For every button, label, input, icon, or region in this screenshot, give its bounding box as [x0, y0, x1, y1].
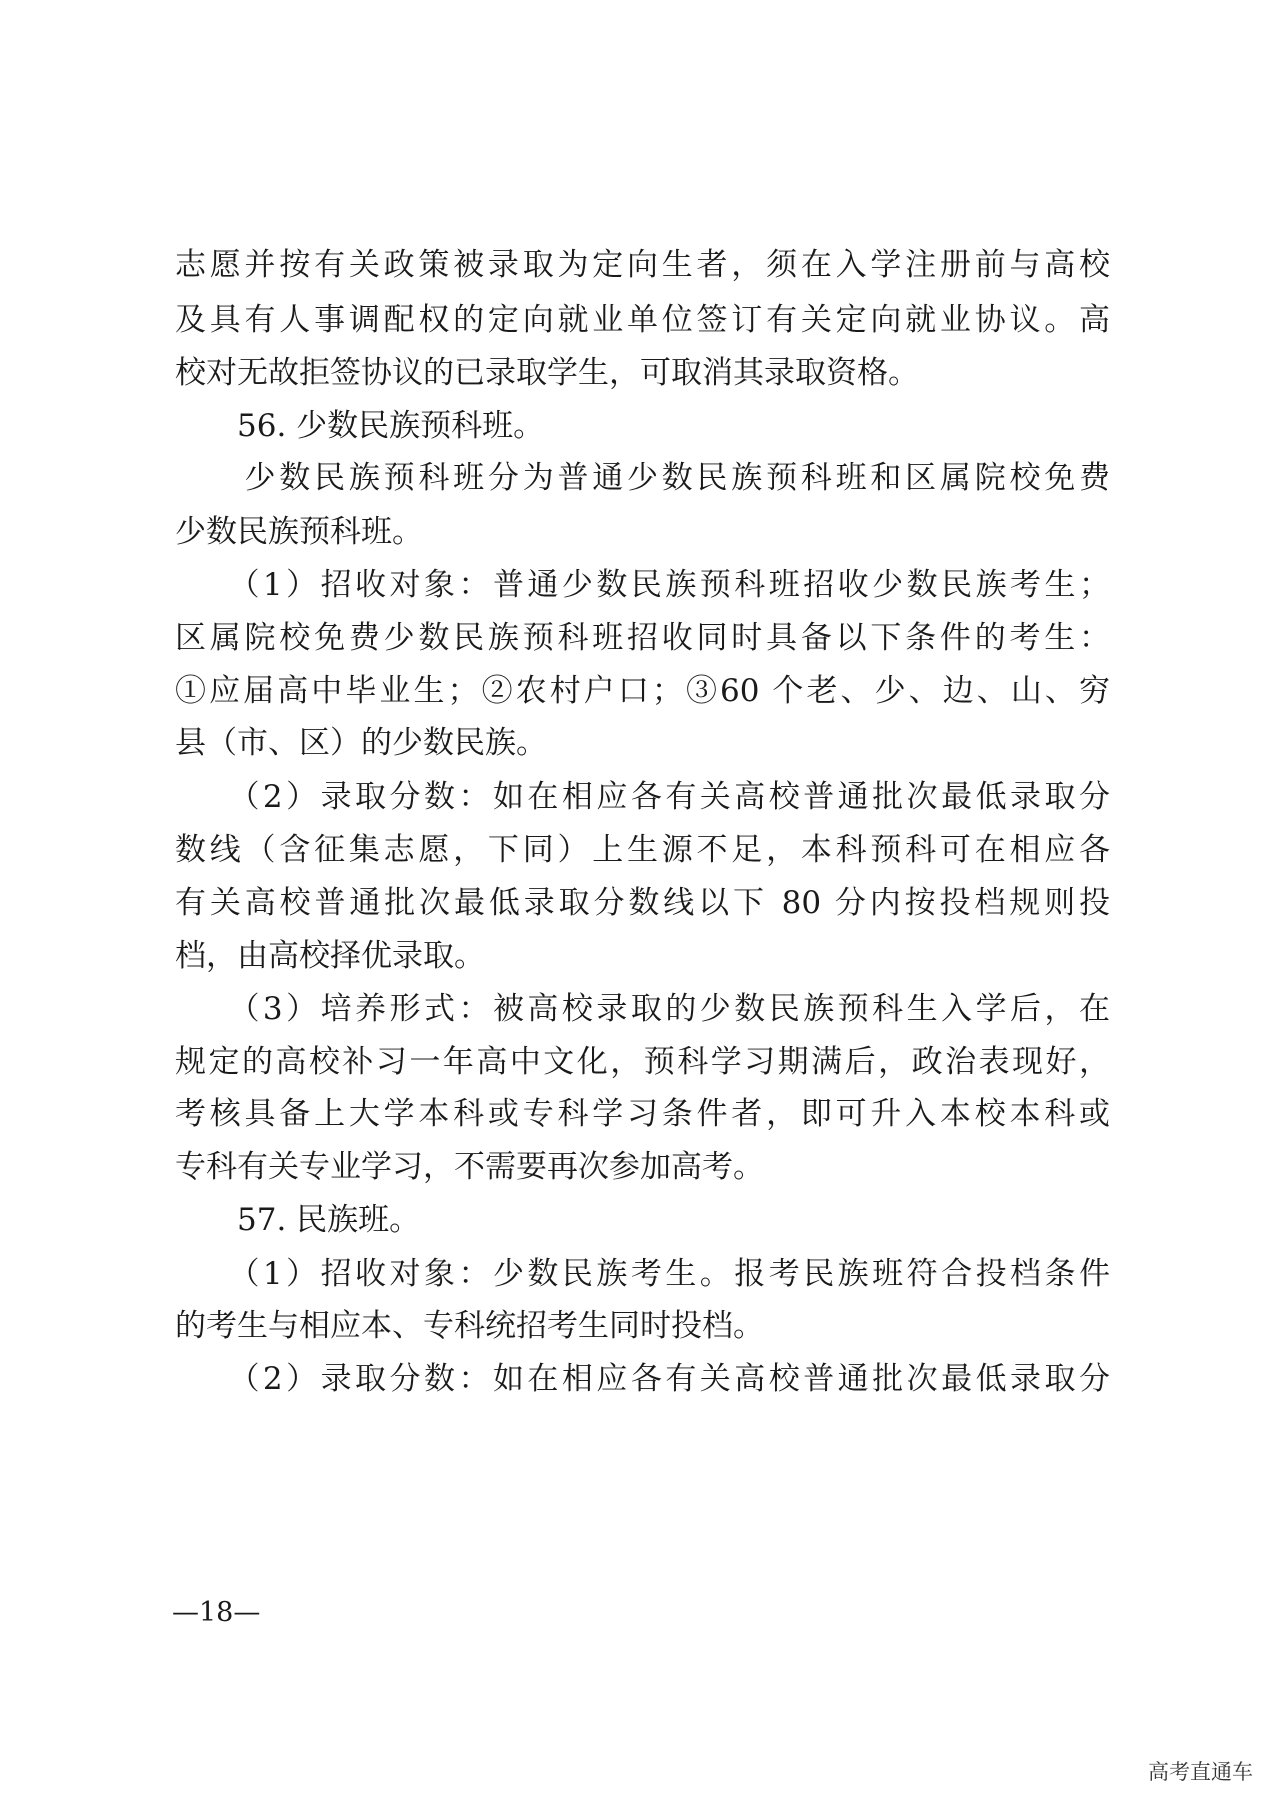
section-heading: 56. 少数民族预科班。 [175, 408, 545, 444]
text-line: 区属院校免费少数民族预科班招收同时具备以下条件的考生： [175, 620, 1110, 656]
text-line: 校对无故拒签协议的已录取学生，可取消其录取资格。 [175, 355, 919, 391]
text-line: 少数民族预科班分为普通少数民族预科班和区属院校免费 [175, 460, 1110, 496]
watermark: 高考直通车 [1148, 1760, 1253, 1784]
text-line: 专科有关专业学习，不需要再次参加高考。 [175, 1149, 764, 1185]
page-number: —18— [172, 1597, 261, 1628]
text-line: ①应届高中毕业生；②农村户口；③60 个老、少、边、山、穷 [175, 673, 1110, 709]
text-line: （1）招收对象：普通少数民族预科班招收少数民族考生； [175, 567, 1110, 603]
text-line: 规定的高校补习一年高中文化，预科学习期满后，政治表现好， [175, 1044, 1110, 1080]
text-line: 县（市、区）的少数民族。 [175, 725, 547, 761]
text-line: 的考生与相应本、专科统招考生同时投档。 [175, 1308, 764, 1344]
text-line: 考核具备上大学本科或专科学习条件者，即可升入本校本科或 [175, 1096, 1110, 1132]
text-line: （2）录取分数：如在相应各有关高校普通批次最低录取分 [175, 779, 1110, 815]
text-line: （3）培养形式：被高校录取的少数民族预科生入学后，在 [175, 991, 1110, 1027]
text-line: 少数民族预科班。 [175, 514, 423, 550]
section-heading: 57. 民族班。 [175, 1202, 421, 1238]
text-line: 档，由高校择优录取。 [175, 938, 485, 974]
text-line: 及具有人事调配权的定向就业单位签订有关定向就业协议。高 [175, 302, 1110, 338]
text-line: （1）招收对象：少数民族考生。报考民族班符合投档条件 [175, 1256, 1110, 1292]
text-line: 数线（含征集志愿，下同）上生源不足，本科预科可在相应各 [175, 832, 1110, 868]
text-line: 志愿并按有关政策被录取为定向生者，须在入学注册前与高校 [175, 247, 1110, 283]
text-line: （2）录取分数：如在相应各有关高校普通批次最低录取分 [175, 1361, 1110, 1397]
text-line: 有关高校普通批次最低录取分数线以下 80 分内按投档规则投 [175, 885, 1110, 921]
